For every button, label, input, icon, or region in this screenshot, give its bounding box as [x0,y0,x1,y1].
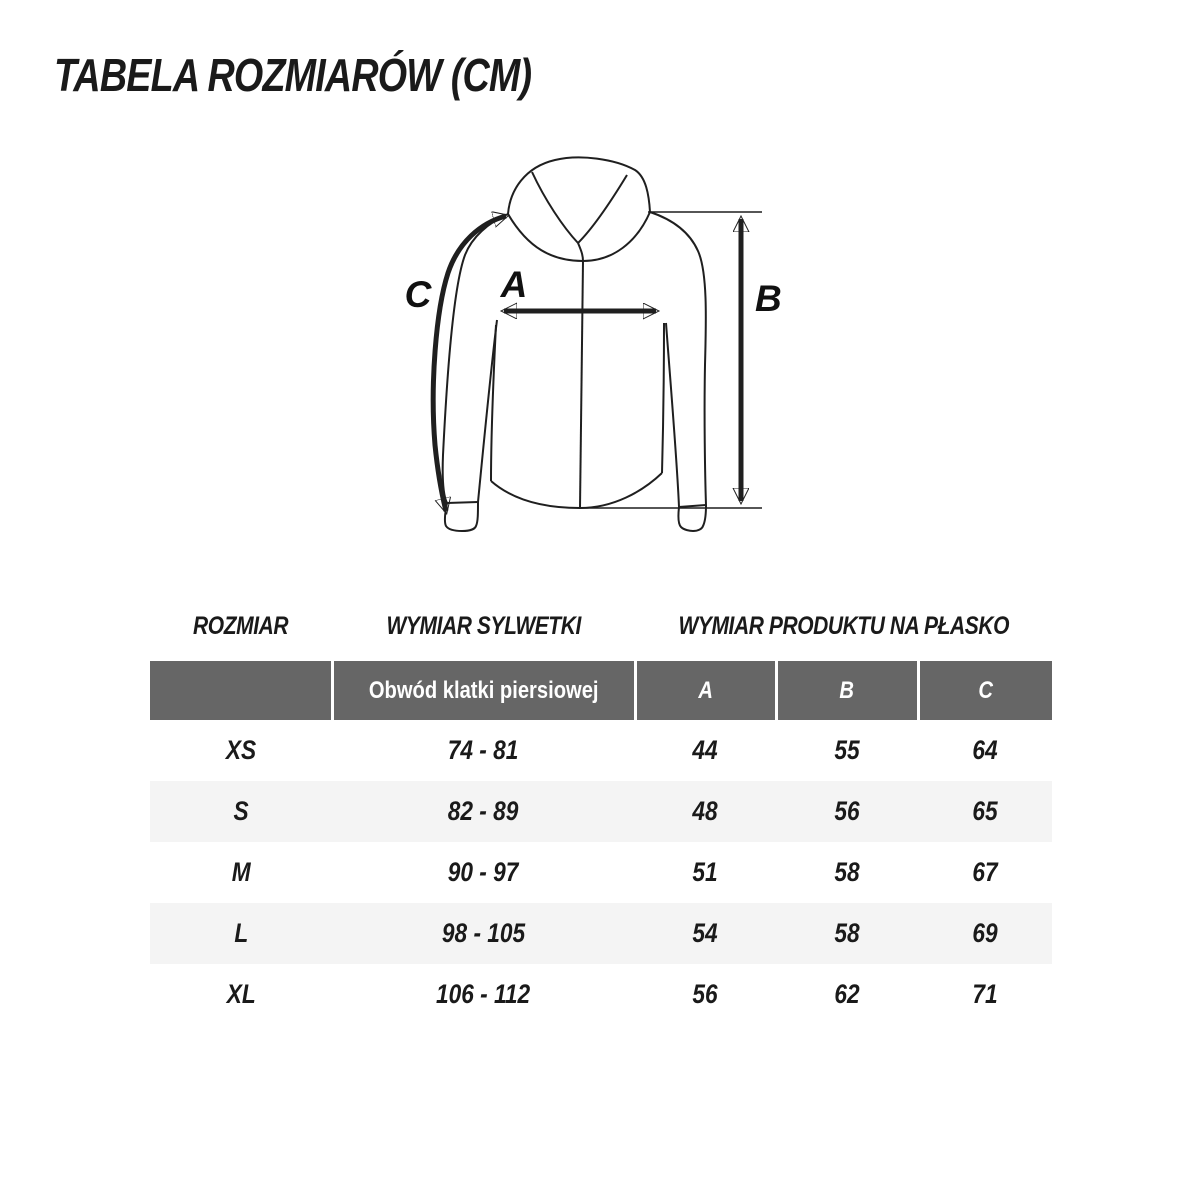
b-cell [776,964,918,1025]
a-cell [635,964,776,1025]
c-value: 64 [972,735,998,765]
page-title: TABELA ROZMIARÓW (CM) [54,49,532,101]
group-header-rozmiar [150,612,332,641]
size-value: L [234,918,248,948]
table-row-xs [150,720,1052,781]
chest-cell [332,781,635,842]
chest-value: 98 - 105 [441,918,526,948]
chest-cell [332,903,635,964]
b-cell [776,842,918,903]
size-cell [150,842,332,903]
diagram-label-a: A [500,264,528,305]
group-header-wymiar-sylwetki [332,612,635,641]
table-row-m [150,842,1052,903]
c-cell [918,903,1052,964]
jacket-outline [443,157,706,531]
c-value: 67 [972,857,998,887]
header-cell-a [635,661,776,720]
a-cell [635,903,776,964]
size-cell [150,964,332,1025]
header-cell-chest [332,661,635,720]
size-cell [150,781,332,842]
c-cell [918,781,1052,842]
a-cell [635,720,776,781]
chest-cell [332,842,635,903]
b-cell [776,781,918,842]
size-cell [150,720,332,781]
c-cell [918,964,1052,1025]
c-value: 71 [972,979,998,1009]
group-header-wymiar-sylwetki-label: WYMIAR SYLWETKI [386,611,581,640]
chest-value: 90 - 97 [448,857,519,887]
group-header-wymiar-produktu-label: WYMIAR PRODUKTU NA PŁASKO [678,611,1009,640]
group-header-rozmiar-label: ROZMIAR [193,611,289,640]
c-cell [918,842,1052,903]
size-value: XL [226,979,256,1009]
table-group-headers [150,606,1052,646]
size-value: M [231,857,251,887]
jacket-measurement-diagram [380,145,830,565]
c-value: 69 [972,918,998,948]
table-row-xl [150,964,1052,1025]
c-cell [918,720,1052,781]
measurement-arrows [433,212,762,511]
group-header-wymiar-produktu [635,612,1052,641]
header-a-label: A [698,676,713,704]
c-value: 65 [972,796,998,826]
a-cell [635,842,776,903]
chest-value: 74 - 81 [448,735,519,765]
b-cell [776,720,918,781]
b-value: 58 [834,918,860,948]
header-chest-label: Obwód klatki piersiowej [368,676,599,704]
a-value: 48 [692,796,719,826]
table-header-row [150,661,1052,720]
b-value: 58 [834,857,860,887]
header-cell-c [918,661,1052,720]
chest-cell [332,964,635,1025]
b-value: 62 [834,979,860,1009]
chest-value: 82 - 89 [448,796,519,826]
header-cell-size [150,661,332,720]
header-cell-b [776,661,918,720]
a-value: 44 [692,735,719,765]
a-cell [635,781,776,842]
diagram-label-c: C [404,274,432,315]
b-value: 56 [834,796,860,826]
b-cell [776,903,918,964]
size-value: S [233,796,249,826]
table-row-s [150,781,1052,842]
table-row-l [150,903,1052,964]
a-value: 51 [692,857,719,887]
size-value: XS [225,735,257,765]
diagram-label-b: B [755,278,782,319]
header-b-label: B [839,676,855,704]
header-c-label: C [978,676,994,704]
size-cell [150,903,332,964]
chest-cell [332,720,635,781]
size-table [150,661,1052,1025]
a-value: 56 [692,979,719,1009]
a-value: 54 [692,918,719,948]
b-value: 55 [834,735,860,765]
chest-value: 106 - 112 [436,979,531,1009]
